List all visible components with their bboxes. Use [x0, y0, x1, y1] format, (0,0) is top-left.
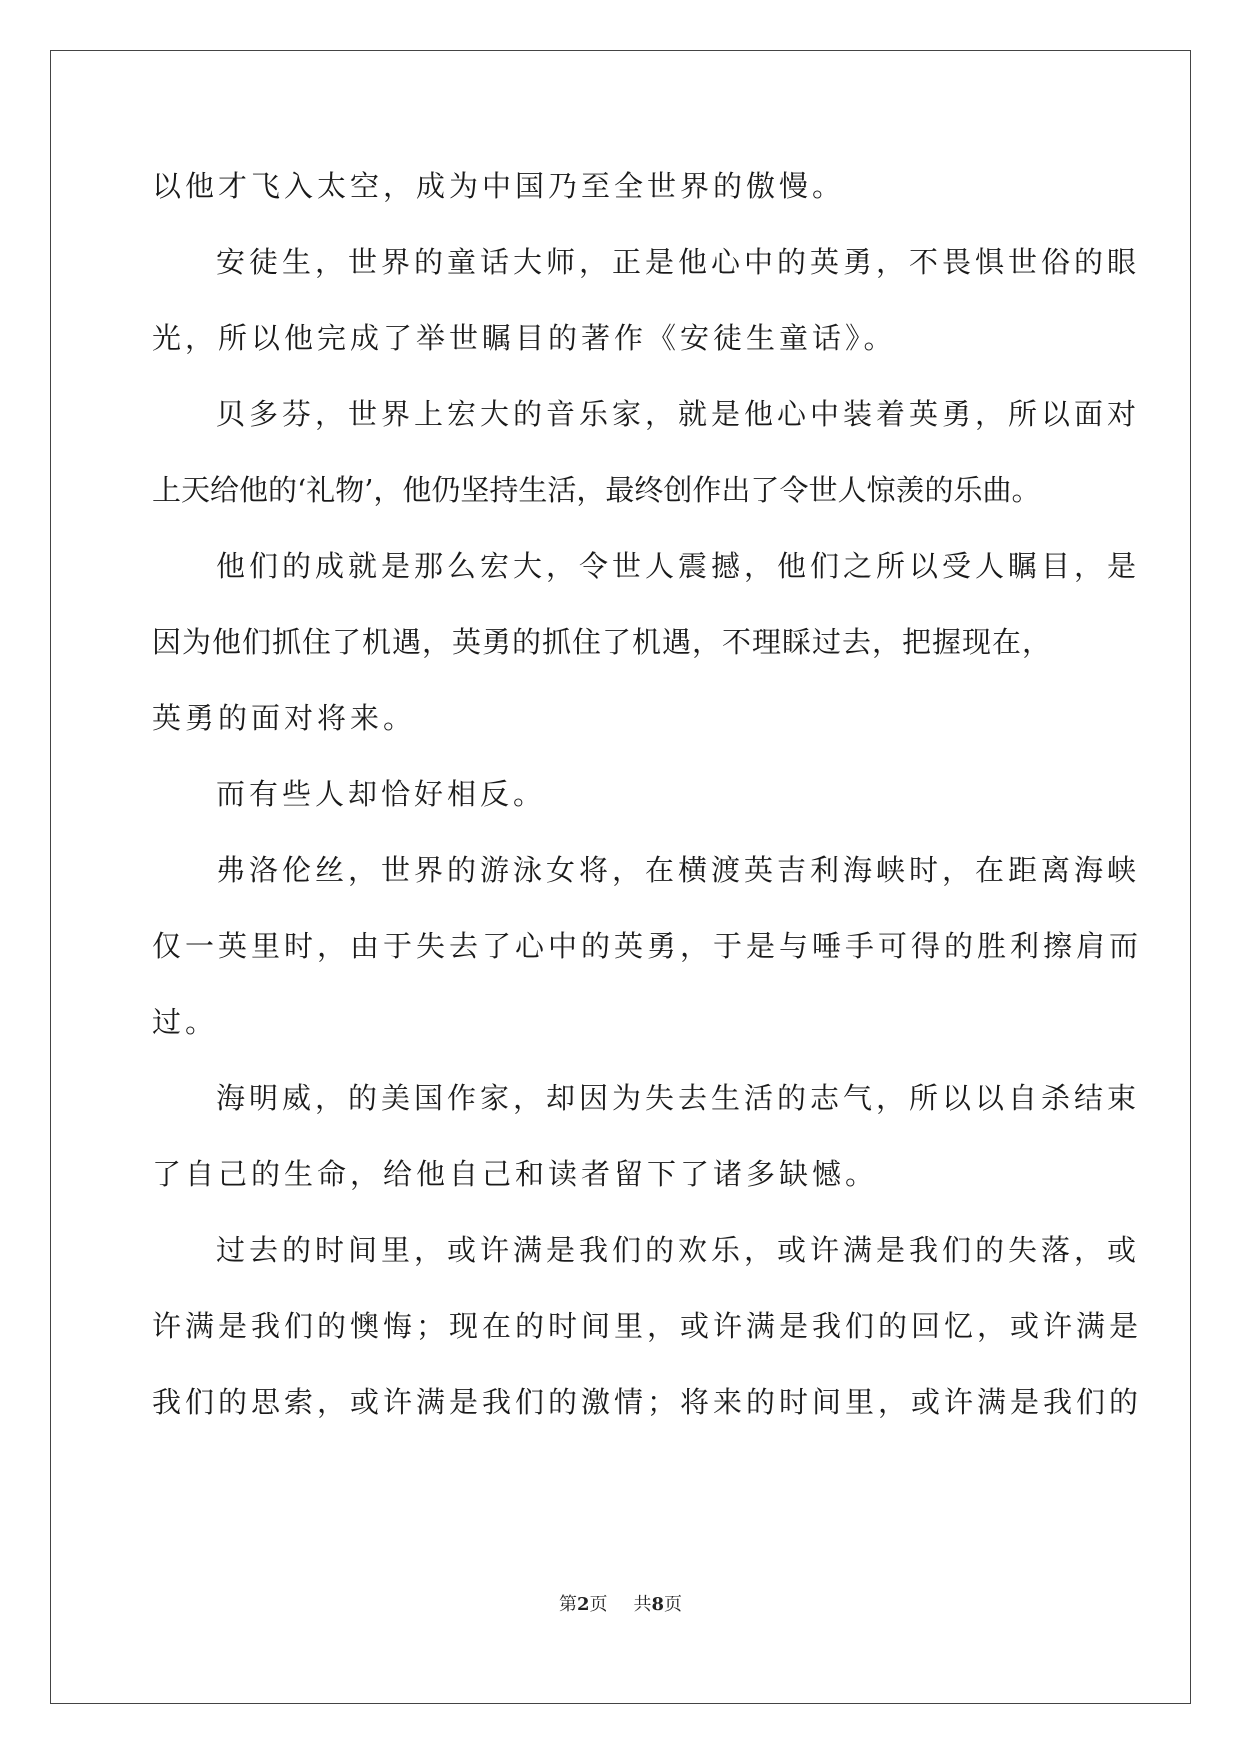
text-line: 上天给他的‘礼物’，他仍坚持生活，最终创作出了令世人惊羡的乐曲。: [152, 473, 1041, 507]
text-line: 仅一英里时，由于失去了心中的英勇，于是与唾手可得的胜利擦肩而: [152, 929, 1143, 963]
text-line: 过去的时间里，或许满是我们的欢乐，或许满是我们的失落，或: [216, 1233, 1141, 1267]
text-line: 而有些人却恰好相反。: [216, 777, 547, 811]
text-line: 过。: [152, 1005, 219, 1039]
text-line: 我们的思索，或许满是我们的激情；将来的时间里，或许满是我们的: [152, 1385, 1143, 1419]
total-prefix: 共: [633, 1594, 652, 1615]
text-line: 安徒生，世界的童话大师，正是他心中的英勇，不畏惧世俗的眼: [216, 245, 1141, 279]
text-line: 了自己的生命，给他自己和读者留下了诸多缺憾。: [152, 1157, 879, 1191]
document-body: [152, 148, 1143, 1440]
text-line: 英勇的面对将来。: [152, 701, 417, 735]
text-line: 贝多芬，世界上宏大的音乐家，就是他心中装着英勇，所以面对: [216, 397, 1141, 431]
page-prefix: 第: [558, 1594, 577, 1615]
text-line: 以他才飞入太空，成为中国乃至全世界的傲慢。: [152, 169, 846, 203]
page-footer: [0, 1590, 1241, 1616]
total-pages: 8: [651, 1594, 665, 1615]
total-suffix: 页: [664, 1594, 683, 1615]
page-suffix: 页: [589, 1594, 608, 1615]
text-line: 因为他们抓住了机遇，英勇的抓住了机遇，不理睬过去，把握现在，: [152, 625, 1053, 659]
text-line: 弗洛伦丝，世界的游泳女将，在横渡英吉利海峡时，在距离海峡: [216, 853, 1141, 887]
text-line: 许满是我们的懊悔；现在的时间里，或许满是我们的回忆，或许满是: [152, 1309, 1143, 1343]
text-line: 他们的成就是那么宏大，令世人震撼，他们之所以受人瞩目，是: [216, 549, 1141, 583]
text-line: 海明威，的美国作家，却因为失去生活的志气，所以以自杀结束: [216, 1081, 1141, 1115]
page-number: 2: [576, 1594, 590, 1615]
text-line: 光，所以他完成了举世瞩目的著作《安徒生童话》。: [152, 321, 897, 355]
